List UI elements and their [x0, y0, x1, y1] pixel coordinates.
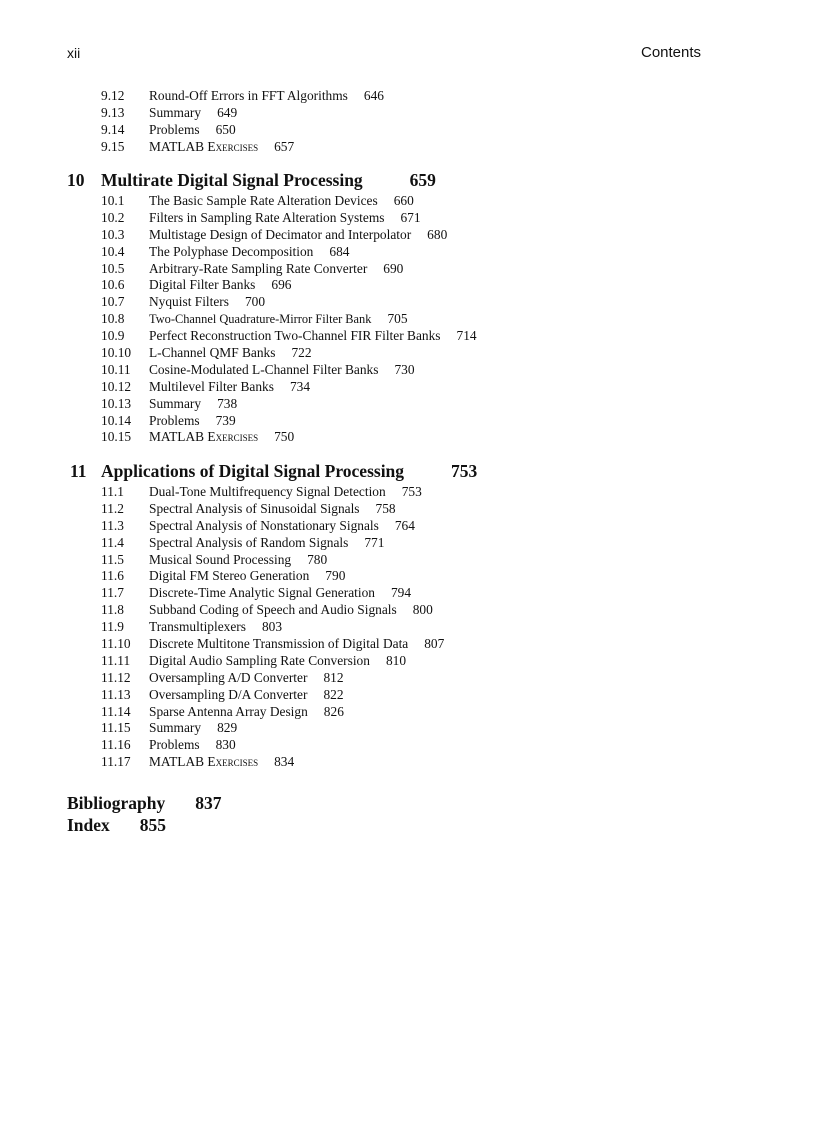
toc-entry[interactable] — [101, 636, 601, 653]
entry-title: Problems — [149, 121, 200, 137]
chapter-title: Multirate Digital Signal Processing — [101, 170, 363, 190]
entry-page: 646 — [363, 88, 384, 103]
bibliography-entry[interactable] — [67, 793, 221, 814]
entry-page: 753 — [401, 484, 422, 499]
entry-page: 690 — [383, 260, 404, 276]
toc-entry[interactable] — [101, 518, 601, 535]
entry-title: Dual-Tone Multifrequency Signal Detection — [149, 484, 386, 499]
backmatter-title: Index — [67, 815, 110, 835]
entry-title: Musical Sound Processing — [149, 551, 292, 567]
entry-number: 11.10 — [101, 636, 131, 652]
entry-title: Filters in Sampling Rate Alteration Systems — [149, 209, 385, 225]
toc-entry[interactable] — [101, 193, 601, 210]
entry-number: 11.11 — [101, 652, 131, 668]
entry-number: 10.6 — [101, 277, 125, 293]
entry-title: Digital Audio Sampling Rate Conversion — [149, 652, 370, 668]
backmatter-page: 837 — [195, 793, 222, 813]
entry-number: 11.6 — [101, 568, 124, 584]
entry-title: Problems — [149, 737, 200, 753]
entry-page: 680 — [427, 226, 448, 242]
entry-page: 705 — [387, 311, 408, 327]
entry-number: 10.11 — [101, 361, 131, 377]
chapter-heading[interactable] — [67, 170, 436, 191]
entry-page: 650 — [215, 121, 236, 137]
entry-title: The Polyphase Decomposition — [149, 243, 314, 259]
entry-page: 764 — [394, 517, 415, 533]
entry-page: 739 — [215, 412, 236, 428]
entry-title: MATLAB Exercises — [149, 429, 259, 445]
toc-entry[interactable] — [101, 294, 601, 311]
entry-page: 826 — [323, 703, 344, 719]
entry-page: 800 — [412, 602, 433, 618]
entry-number: 11.17 — [101, 754, 131, 770]
toc-entry[interactable] — [101, 139, 581, 156]
toc-entry[interactable] — [101, 484, 601, 501]
entry-page: 794 — [390, 585, 412, 601]
entry-number: 10.3 — [101, 226, 125, 242]
entry-page: 671 — [400, 209, 421, 225]
toc-entry[interactable] — [101, 754, 601, 771]
entry-title: Oversampling A/D Converter — [149, 669, 308, 685]
toc-entry[interactable] — [101, 244, 601, 261]
toc-entry[interactable] — [101, 227, 601, 244]
entry-title: Two-Channel Quadrature-Mirror Filter Bank — [149, 312, 372, 327]
toc-entry[interactable] — [101, 568, 601, 585]
toc-entry[interactable] — [101, 653, 601, 670]
toc-entry[interactable] — [101, 585, 601, 602]
toc-entry[interactable] — [101, 535, 601, 552]
toc-entry[interactable] — [101, 737, 601, 754]
entry-number: 10.7 — [101, 294, 125, 310]
chapter-10-section-list — [101, 193, 601, 446]
entry-title: Round-Off Errors in FFT Algorithms — [149, 88, 348, 103]
entry-title: Digital Filter Banks — [149, 277, 256, 293]
entry-title: Multistage Design of Decimator and Interpolator — [149, 226, 412, 242]
entry-page: 771 — [364, 534, 385, 550]
entry-number: 9.13 — [101, 104, 125, 120]
toc-entry[interactable] — [101, 210, 601, 227]
entry-title: Discrete Multitone Transmission of Digital Data — [149, 636, 409, 652]
entry-page: 812 — [323, 669, 344, 685]
entry-page: 722 — [291, 345, 312, 361]
entry-title: Cosine-Modulated L-Channel Filter Banks — [149, 361, 379, 377]
chapter-page: 753 — [451, 461, 478, 481]
entry-page: 684 — [329, 243, 350, 259]
toc-entry[interactable] — [101, 379, 601, 396]
chapter-heading[interactable] — [70, 461, 477, 482]
entry-number: 10.13 — [101, 395, 132, 411]
backmatter-page: 855 — [139, 815, 167, 835]
entry-number: 11.16 — [101, 737, 131, 753]
entry-page: 810 — [385, 652, 407, 668]
entry-page: 657 — [274, 138, 295, 154]
entry-title: Summary — [149, 720, 202, 736]
entry-number: 10.2 — [101, 209, 125, 225]
toc-entry[interactable] — [101, 88, 581, 105]
toc-entry[interactable] — [101, 328, 601, 345]
entry-number: 10.14 — [101, 412, 132, 428]
backmatter-title: Bibliography — [67, 793, 166, 813]
entry-title: Summary — [149, 395, 202, 411]
entry-number: 10.15 — [101, 429, 132, 445]
continued-section-list — [101, 88, 581, 156]
entry-number: 10.5 — [101, 260, 125, 276]
toc-entry[interactable] — [101, 362, 601, 379]
toc-entry[interactable] — [101, 396, 601, 413]
chapter-11-section-list — [101, 484, 601, 771]
entry-title: Subband Coding of Speech and Audio Signals — [149, 602, 397, 618]
toc-entry[interactable] — [101, 704, 601, 721]
entry-page: 790 — [325, 568, 346, 584]
entry-page: 649 — [217, 104, 238, 120]
entry-number: 9.12 — [101, 88, 125, 103]
index-entry[interactable] — [67, 815, 166, 836]
entry-title: Sparse Antenna Array Design — [149, 703, 308, 719]
entry-page: 803 — [261, 619, 283, 635]
running-head: Contents — [641, 44, 702, 61]
entry-title: The Basic Sample Rate Alteration Devices — [149, 193, 378, 208]
entry-page: 750 — [274, 429, 295, 445]
entry-number: 11.9 — [101, 619, 124, 635]
entry-number: 11.13 — [101, 686, 131, 702]
entry-title: MATLAB Exercises — [149, 138, 259, 154]
toc-entry[interactable] — [101, 122, 581, 139]
chapter-number: 11 — [70, 461, 87, 481]
toc-entry[interactable] — [101, 552, 601, 569]
toc-entry[interactable] — [101, 413, 601, 430]
entry-number: 10.4 — [101, 243, 125, 259]
entry-title: Discrete-Time Analytic Signal Generation — [149, 585, 375, 601]
toc-entry[interactable] — [101, 501, 601, 518]
toc-entry[interactable] — [101, 429, 601, 446]
entry-number: 10.9 — [101, 328, 125, 344]
entry-page: 830 — [215, 737, 236, 753]
entry-number: 11.2 — [101, 500, 124, 516]
toc-entry[interactable] — [101, 720, 601, 737]
entry-number: 11.4 — [101, 534, 124, 550]
toc-entry[interactable] — [101, 619, 601, 636]
toc-entry[interactable] — [101, 687, 601, 704]
entry-number: 11.14 — [101, 703, 131, 719]
entry-page: 829 — [217, 720, 238, 736]
entry-page: 700 — [244, 294, 266, 310]
entry-title: MATLAB Exercises — [149, 754, 259, 770]
entry-page: 730 — [394, 361, 415, 377]
entry-page: 738 — [217, 395, 238, 411]
entry-number: 10.10 — [101, 345, 132, 361]
entry-page: 807 — [424, 636, 445, 652]
page-number: xii — [67, 45, 81, 61]
entry-title: Arbitrary-Rate Sampling Rate Converter — [149, 260, 368, 276]
entry-title: Multilevel Filter Banks — [149, 378, 274, 394]
toc-entry[interactable] — [101, 311, 601, 328]
entry-number: 11.5 — [101, 551, 124, 567]
entry-title: Digital FM Stereo Generation — [149, 568, 310, 584]
entry-page: 822 — [323, 686, 344, 702]
entry-number: 11.1 — [101, 484, 124, 499]
entry-title: Transmultiplexers — [149, 619, 246, 635]
entry-title: Perfect Reconstruction Two-Channel FIR Filter Banks — [149, 328, 441, 344]
entry-title: Problems — [149, 412, 200, 428]
entry-number: 11.15 — [101, 720, 131, 736]
entry-page: 758 — [375, 500, 396, 516]
toc-entry[interactable] — [101, 105, 581, 122]
entry-number: 9.14 — [101, 121, 125, 137]
toc-entry[interactable] — [101, 345, 601, 362]
entry-number: 11.7 — [101, 585, 124, 601]
entry-title: Summary — [149, 104, 202, 120]
entry-number: 9.15 — [101, 138, 125, 154]
toc-entry[interactable] — [101, 670, 601, 687]
entry-title: Spectral Analysis of Nonstationary Signals — [149, 517, 379, 533]
entry-title: L-Channel QMF Banks — [149, 345, 276, 361]
entry-page: 834 — [274, 754, 295, 770]
toc-entry[interactable] — [101, 277, 601, 294]
entry-number: 11.8 — [101, 602, 124, 618]
entry-number: 11.3 — [101, 517, 124, 533]
entry-title: Oversampling D/A Converter — [149, 686, 308, 702]
entry-page: 660 — [393, 193, 414, 208]
entry-number: 11.12 — [101, 669, 131, 685]
toc-entry[interactable] — [101, 261, 601, 278]
chapter-page: 659 — [409, 170, 436, 190]
entry-page: 734 — [289, 378, 311, 394]
entry-number: 10.12 — [101, 378, 132, 394]
entry-page: 714 — [456, 328, 477, 344]
chapter-title: Applications of Digital Signal Processing — [101, 461, 405, 481]
entry-title: Spectral Analysis of Sinusoidal Signals — [149, 500, 360, 516]
entry-title: Spectral Analysis of Random Signals — [149, 534, 349, 550]
entry-title: Nyquist Filters — [149, 294, 229, 310]
entry-number: 10.8 — [101, 311, 125, 327]
toc-entry[interactable] — [101, 602, 601, 619]
entry-page: 696 — [271, 277, 292, 293]
entry-page: 780 — [307, 551, 328, 567]
chapter-number: 10 — [67, 170, 85, 190]
entry-number: 10.1 — [101, 193, 125, 208]
